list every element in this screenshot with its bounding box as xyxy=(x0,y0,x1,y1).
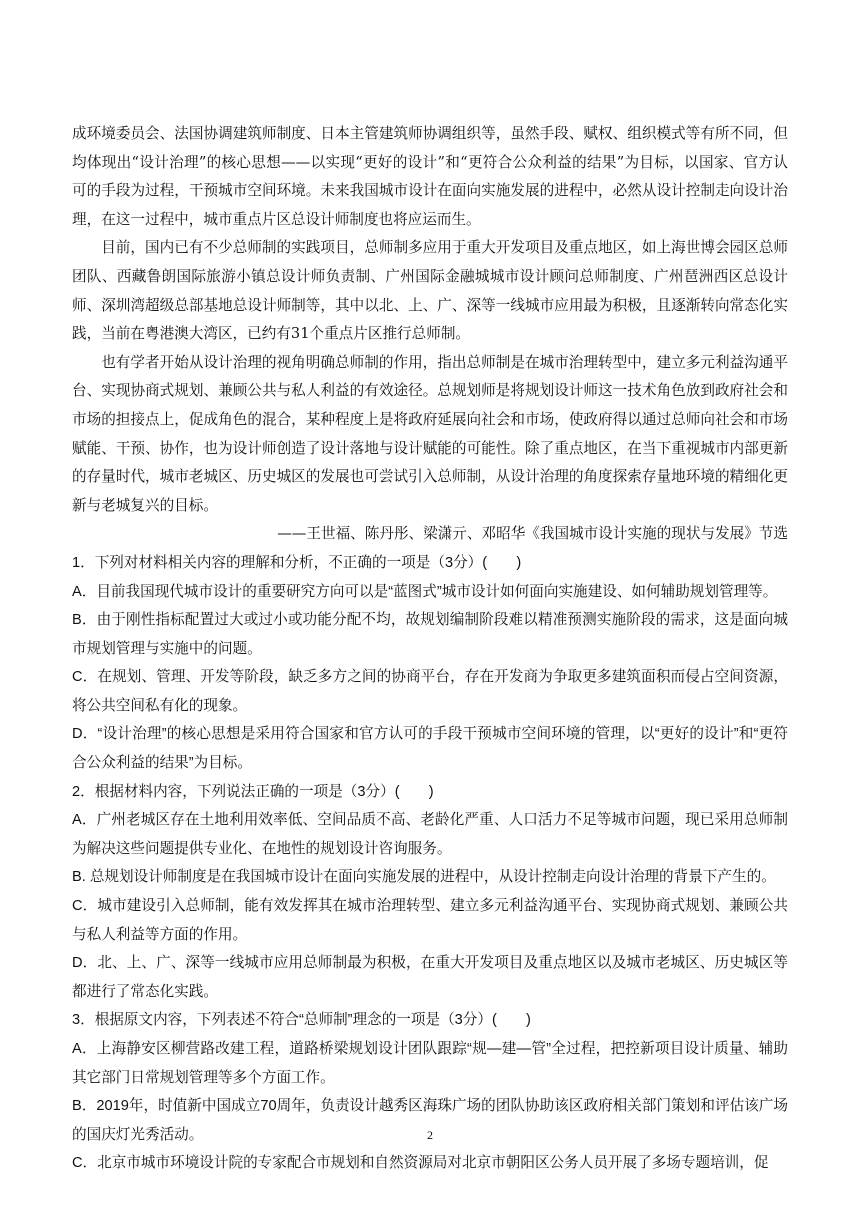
passage-citation: ——王世福、陈丹彤、梁潇亓、邓昭华《我国城市设计实施的现状与发展》节选 xyxy=(277,525,788,543)
option-b: B．2019年，时值新中国成立70周年，负责设计越秀区海珠广场的团队协助该区政府相关部门策划和评估该广场的国庆灯光秀活动。 xyxy=(72,1098,788,1143)
option-c: C．北京市城市环境设计院的专家配合市规划和自然资源局对北京市朝阳区公务人员开展了多场专题培训，促 xyxy=(72,1155,769,1172)
passage-paragraph-2: 目前，国内已有不少总师制的实践项目，总师制多应用于重大开发项目及重点地区，如上海世博会园区总师团队、西藏鲁朗国际旅游小镇总设计师负责制、广州国际金融城城市设计顾问总师制度、广州琶洲西区总设计师、深圳湾超级总部基地总设计师制等，其中以北、上、广、深等一线城市应用最为积极，且逐渐转向常态化实践，当前在粤港澳大湾区，已约有31个重点片区推行总师制。 xyxy=(72,239,788,343)
passage-paragraph-3: 也有学者开始从设计治理的视角明确总师制的作用，指出总师制是在城市治理转型中，建立多元利益沟通平台、实现协商式规划、兼顾公共与私人利益的有效途径。总规划师是将规划设计师这一技术角色放到政府社会和市场的担接点上，促成角色的混合，某种程度上是将政府延展向社会和市场，使政府得以通过总师向社会和市场赋能、干预、协作，也为设计师创造了设计落地与设计赋能的可能性。除了重点地区，在当下重视城市内部更新的存量时代，城市老城区、历史城区的发展也可尝试引入总师制，从设计治理的角度探索存量地环境的精细化更新与老城复兴的目标。 xyxy=(72,353,788,514)
question-2 xyxy=(72,778,788,1007)
option-a: A．上海静安区柳营路改建工程，道路桥梁规划设计团队跟踪“规—建—管”全过程，把控新项目设计质量、辅助其它部门日常规划管理等多个方面工作。 xyxy=(72,1041,788,1086)
question-stem: 2．根据材料内容，下列说法正确的一项是（3分）( ) xyxy=(72,783,434,800)
option-b: B. 总规划设计师制度是在我国城市设计在面向实施发展的进程中，从设计控制走向设计治理的背景下产生的。 xyxy=(72,869,776,886)
question-3 xyxy=(72,1006,788,1178)
passage-paragraph-1: 成环境委员会、法国协调建筑师制度、日本主管建筑师协调组织等，虽然手段、赋权、组织模式等有所不同，但均体现出“设计治理”的核心思想——以实现“更好的设计”和“更符合公众利益的结果”为目标，以国家、官方认可的手段为过程，干预城市空间环境。未来我国城市设计在面向实施发展的进程中，必然从设计控制走向设计治理，在这一过程中，城市重点片区总设计师制度也将应运而生。 xyxy=(72,125,788,228)
option-c: C．城市建设引入总师制，能有效发挥其在城市治理转型、建立多元利益沟通平台、实现协商式规划、兼顾公共与私人利益等方面的作用。 xyxy=(72,898,788,943)
option-a: A．广州老城区存在土地利用效率低、空间品质不高、老龄化严重、人口活力不足等城市问题，现已采用总师制为解决这些问题提供专业化、在地性的规划设计咨询服务。 xyxy=(72,812,788,857)
option-c: C．在规划、管理、开发等阶段，缺乏多方之间的协商平台，存在开发商为争取更多建筑面积而侵占空间资源，将公共空间私有化的现象。 xyxy=(72,669,788,714)
document-page xyxy=(72,120,788,1178)
option-d: D．“设计治理”的核心思想是采用符合国家和官方认可的手段干预城市空间环境的管理，以“更好的设计”和“更符合公众利益的结果”为目标。 xyxy=(72,726,788,772)
option-b: B．由于刚性指标配置过大或过小或功能分配不均，故规划编制阶段难以精准预测实施阶段的需求，这是面向城市规划管理与实施中的问题。 xyxy=(72,612,788,657)
page-number: 2 xyxy=(427,1128,433,1142)
option-d: D．北、上、广、深等一线城市应用总师制最为积极，在重大开发项目及重点地区以及城市老城区、历史城区等都进行了常态化实践。 xyxy=(72,955,788,1000)
question-1 xyxy=(72,549,788,778)
question-stem: 3．根据原文内容，下列表述不符合“总师制”理念的一项是（3分）( ) xyxy=(72,1012,531,1029)
option-a: A．目前我国现代城市设计的重要研究方向可以是“蓝图式”城市设计如何面向实施建设、如何辅助规划管理等。 xyxy=(72,583,778,600)
question-stem: 1．下列对材料相关内容的理解和分析，不正确的一项是（3分）( ) xyxy=(72,554,522,571)
